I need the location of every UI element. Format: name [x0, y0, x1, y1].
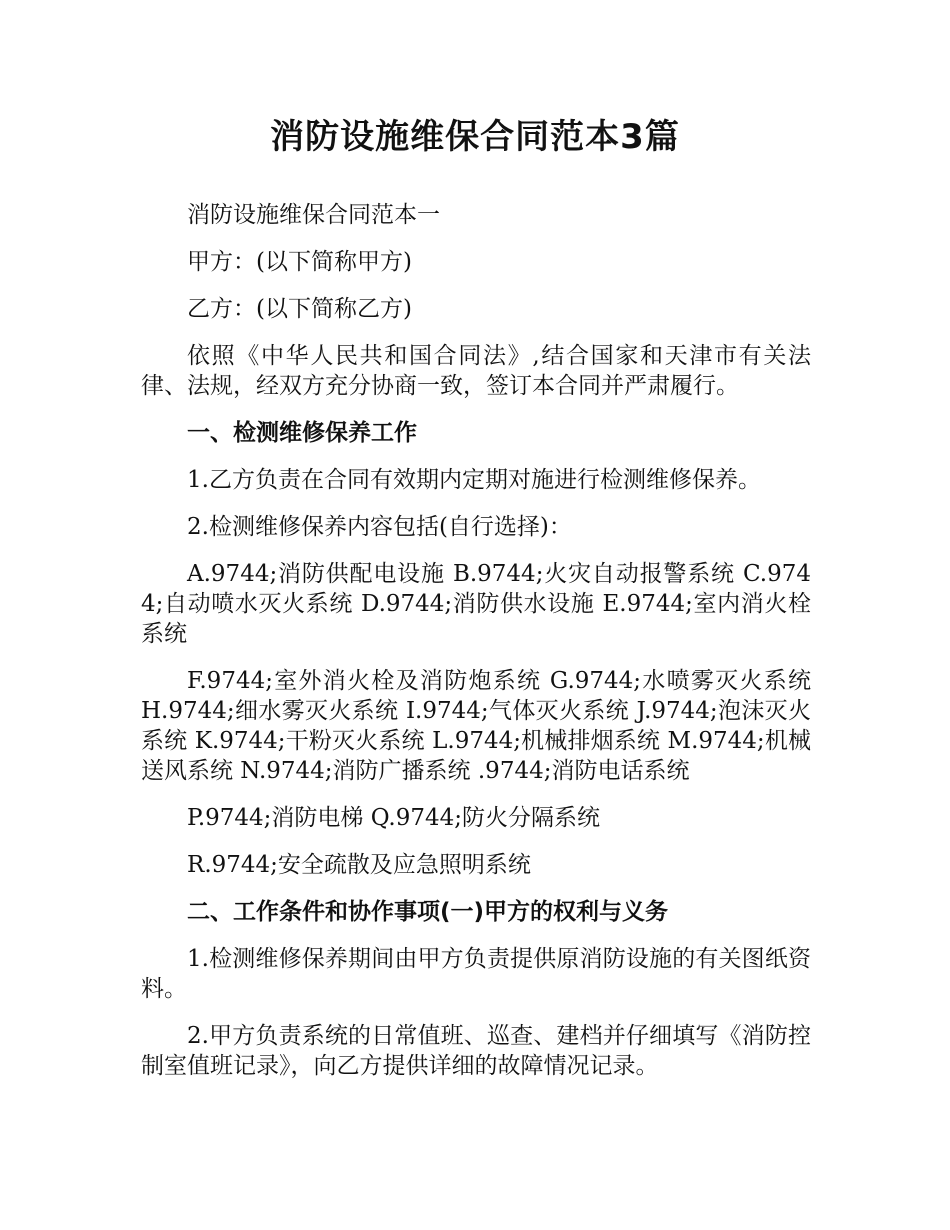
system-list-r: R.9744;安全疏散及应急照明系统	[187, 852, 531, 878]
preamble-paragraph: 依照《中华人民共和国合同法》,结合国家和天津市有关法律、法规，经双方充分协商一致，签订本合同并严肃履行。	[141, 343, 811, 399]
document-body	[141, 200, 811, 1098]
system-list-f-o: F.9744;室外消火栓及消防炮系统 G.9744;水喷雾灭火系统 H.9744;细水雾灭火系统 I.9744;气体灭火系统 J.9744;泡沫灭火系统 K.9744;干粉灭火系统 L.9744;机械排烟系统 M.9744;机械送风系统 N.9744;消防广播系统 .9744;消防电话系统	[141, 668, 811, 784]
clause-2-1: 1.检测维修保养期间由甲方负责提供原消防设施的有关图纸资料。	[141, 946, 811, 1002]
section-heading-conditions: 二、工作条件和协作事项(一)甲方的权利与义务	[187, 899, 669, 925]
system-list-p-q: P.9744;消防电梯 Q.9744;防火分隔系统	[187, 805, 601, 831]
section-heading-contract-one: 消防设施维保合同范本一	[187, 202, 440, 228]
clause-1-1: 1.乙方负责在合同有效期内定期对施进行检测维修保养。	[187, 467, 761, 493]
document-title: 消防设施维保合同范本3篇	[270, 117, 680, 157]
clause-1-2: 2.检测维修保养内容包括(自行选择)：	[187, 514, 572, 540]
system-list-a-e: A.9744;消防供配电设施 B.9744;火灾自动报警系统 C.9744;自动喷水灭火系统 D.9744;消防供水设施 E.9744;室内消火栓系统	[141, 561, 811, 647]
party-b-line: 乙方：(以下简称乙方)	[187, 296, 412, 322]
clause-2-2: 2.甲方负责系统的日常值班、巡查、建档并仔细填写《消防控制室值班记录》，向乙方提供详细的故障情况记录。	[141, 1023, 811, 1079]
section-heading-inspection: 一、检测维修保养工作	[187, 420, 417, 446]
party-a-line: 甲方：(以下简称甲方)	[187, 249, 412, 275]
